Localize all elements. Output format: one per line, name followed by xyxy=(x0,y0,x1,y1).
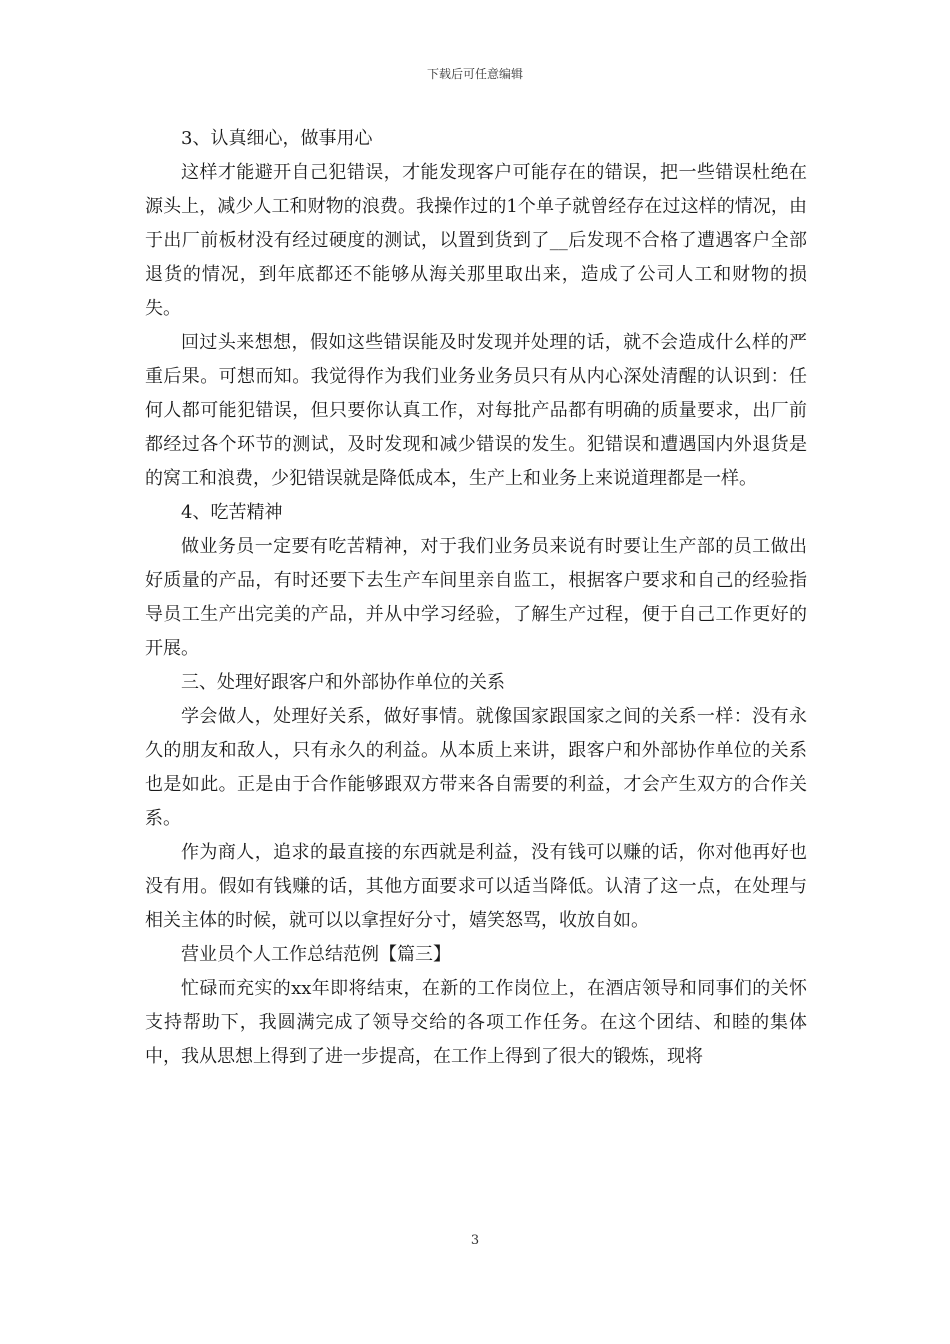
paragraph: 学会做人，处理好关系，做好事情。就像国家跟国家之间的关系一样：没有永久的朋友和敌人，只有永久的利益。从本质上来讲，跟客户和外部协作单位的关系也是如此。正是由于合作能够跟双方带来各自需要的利益，才会产生双方的合作关系。 xyxy=(145,706,807,829)
article-title: 营业员个人工作总结范例【篇三】 xyxy=(181,944,451,965)
page-number: 3 xyxy=(470,1233,480,1248)
paragraph: 做业务员一定要有吃苦精神，对于我们业务员来说有时要让生产部的员工做出好质量的产品，有时还要下去生产车间里亲自监工，根据客户要求和自己的经验指导员工生产出完美的产品，并从中学习经验，了解生产过程，便于自己工作更好的开展。 xyxy=(145,536,807,659)
paragraph: 作为商人，追求的最直接的东西就是利益，没有钱可以赚的话，你对他再好也没有用。假如有钱赚的话，其他方面要求可以适当降低。认清了这一点，在处理与相关主体的时候，就可以以拿捏好分寸，嬉笑怒骂，收放自如。 xyxy=(145,842,807,931)
section-heading-4: 4、吃苦精神 xyxy=(181,502,283,523)
paragraph: 这样才能避开自己犯错误，才能发现客户可能存在的错误，把一些错误杜绝在源头上，减少人工和财物的浪费。我操作过的1个单子就曾经存在过这样的情况，由于出厂前板材没有经过硬度的测试，以置到货到了__后发现不合格了遭遇客户全部退货的情况，到年底都还不能够从海关那里取出来，造成了公司人工和财物的损失。 xyxy=(145,162,807,319)
section-heading-3: 3、认真细心，做事用心 xyxy=(181,128,373,149)
page-header: 下载后可任意编辑 xyxy=(426,67,523,81)
document-body xyxy=(145,122,807,1074)
paragraph: 回过头来想想，假如这些错误能及时发现并处理的话，就不会造成什么样的严重后果。可想而知。我觉得作为我们业务业务员只有从内心深处清醒的认识到：任何人都可能犯错误，但只要你认真工作，对每批产品都有明确的质量要求，出厂前都经过各个环节的测试，及时发现和减少错误的发生。犯错误和遭遇国内外退货是的窝工和浪费，少犯错误就是降低成本，生产上和业务上来说道理都是一样。 xyxy=(145,332,807,489)
paragraph: 忙碌而充实的xx年即将结束，在新的工作岗位上，在酒店领导和同事们的关怀支持帮助下，我圆满完成了领导交给的各项工作任务。在这个团结、和睦的集体中，我从思想上得到了进一步提高，在工作上得到了很大的锻炼，现将 xyxy=(145,978,807,1067)
section-heading-relations: 三、处理好跟客户和外部协作单位的关系 xyxy=(181,672,505,693)
